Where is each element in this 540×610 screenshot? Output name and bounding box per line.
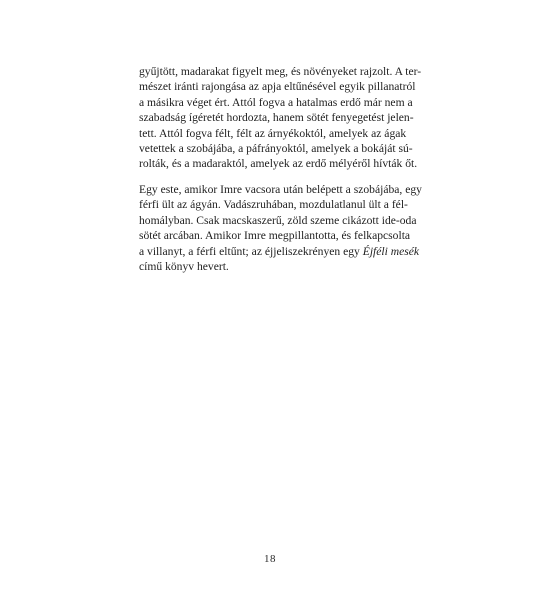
text-line: mészet iránti rajongása az apja eltűnésével egyik pillanatról: [139, 80, 416, 94]
text-line: vetettek a szobájába, a páfrányoktól, amelyek a bokáját sú-: [139, 141, 413, 155]
paragraph-1: [139, 64, 422, 172]
text-line: homályban. Csak macskaszerű, zöld szeme cikázott ide-oda: [139, 213, 417, 227]
text-line: című könyv hevert.: [139, 259, 229, 273]
text-line-with-title: [139, 244, 420, 259]
text-line: tett. Attól fogva félt, félt az árnyékoktól, amelyek az ágak: [139, 126, 407, 140]
text-line: Egy este, amikor Imre vacsora után belépett a szobájába, egy: [139, 183, 422, 196]
paragraph-2: [139, 182, 422, 274]
text-line: szabadság ígéretét hordozta, hanem sötét fenyegetést jelen-: [139, 111, 414, 125]
text-line-lead: a villanyt, a férfi eltűnt; az éjjeliszekrényen egy: [139, 244, 363, 258]
book-title: Éjféli mesék: [362, 244, 420, 258]
text-line: sötét arcában. Amikor Imre megpillantotta, és felkapcsolta: [139, 229, 411, 243]
text-line: rolták, és a madaraktól, amelyek az erdő mélyéről hívták őt.: [139, 157, 418, 171]
text-line: gyűjtött, madarakat figyelt meg, és növényeket rajzolt. A ter-: [139, 65, 422, 78]
text-line: a másikra véget ért. Attól fogva a hatalmas erdő már nem a: [139, 95, 413, 109]
page-number: 18: [264, 553, 276, 565]
text-line: férfi ült az ágyán. Vadászruhában, mozdulatlanul ült a fél-: [139, 198, 408, 212]
